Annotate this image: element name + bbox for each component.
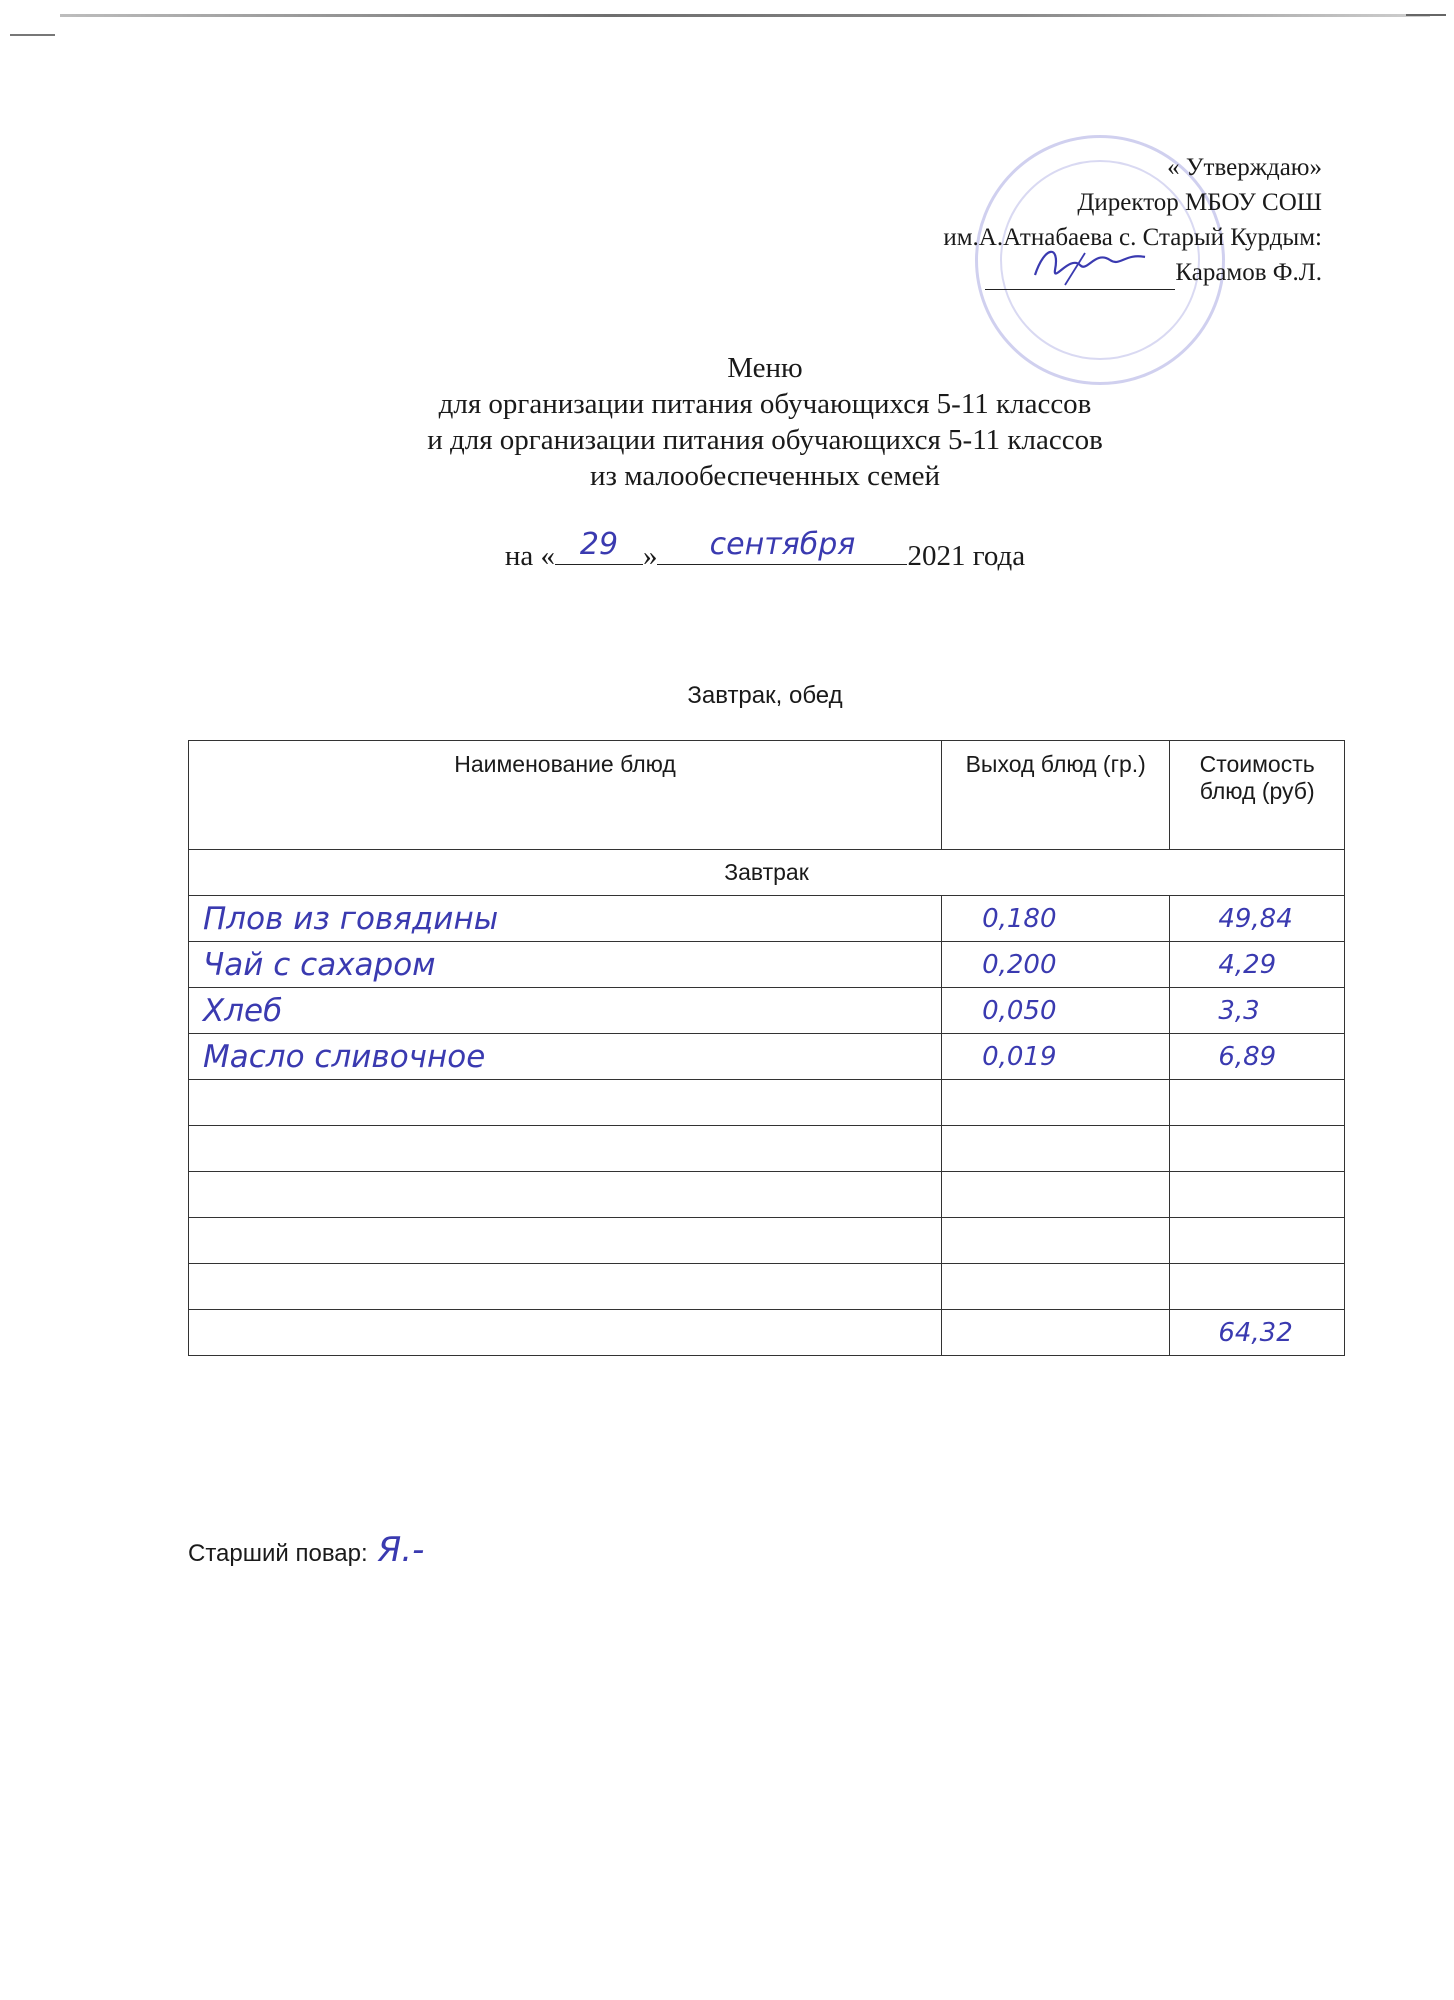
date-prefix: на «: [504, 540, 555, 572]
scan-mark: [1406, 14, 1446, 16]
approval-block: [943, 150, 1322, 290]
title-line: из малообеспеченных семей: [589, 460, 941, 492]
empty-cell: [942, 1218, 1170, 1264]
empty-cell: [1170, 1218, 1345, 1264]
title-line: Меню: [727, 352, 803, 384]
date-line: [0, 527, 1454, 573]
scan-edge-line: [60, 14, 1430, 17]
table-row: [189, 1264, 1345, 1310]
date-suffix: 2021 года: [907, 540, 1026, 572]
month-field: [657, 527, 907, 565]
title-line: для организации питания обучающихся 5-11 классов: [438, 388, 1092, 420]
empty-cell: [1170, 1080, 1345, 1126]
dish-name: Чай с сахаром: [203, 946, 436, 983]
table-row: [189, 896, 1345, 942]
day-handwritten: 29: [579, 527, 619, 562]
section-breakfast: Завтрак: [189, 850, 1345, 896]
table-row: [189, 1034, 1345, 1080]
table-row: [189, 1218, 1345, 1264]
empty-cell: [1170, 1172, 1345, 1218]
menu-table: [188, 740, 1345, 1356]
empty-cell: [1170, 1126, 1345, 1172]
total-cost: 64,32: [1218, 1317, 1293, 1348]
meal-title: Завтрак, обед: [687, 682, 843, 709]
table-row: [189, 1126, 1345, 1172]
empty-cell: [189, 1126, 942, 1172]
dish-name: Масло сливочное: [203, 1038, 486, 1075]
table-row: [189, 1172, 1345, 1218]
dish-yield: 0,180: [982, 903, 1057, 934]
empty-cell: [942, 1080, 1170, 1126]
scan-mark: [10, 34, 55, 36]
dish-yield: 0,019: [982, 1041, 1057, 1072]
cook-signature-line: [188, 1530, 424, 1570]
signature-line: [985, 263, 1175, 290]
empty-cell: [189, 1080, 942, 1126]
approval-line: Директор МБОУ СОШ: [1077, 189, 1322, 216]
total-row: [189, 1310, 1345, 1356]
dish-cost: 4,29: [1218, 949, 1277, 980]
header-cost: Стоимость блюд (руб): [1170, 741, 1345, 850]
month-handwritten: сентября: [709, 527, 856, 562]
header-yield: Выход блюд (гр.): [942, 741, 1170, 850]
table-row: [189, 942, 1345, 988]
dish-name: Хлеб: [203, 992, 283, 1029]
cook-signature: Я.-: [377, 1530, 425, 1570]
document-title: [0, 350, 1454, 494]
table-row: [189, 988, 1345, 1034]
empty-cell: [942, 1126, 1170, 1172]
dish-yield: 0,050: [982, 995, 1057, 1026]
dish-yield: 0,200: [982, 949, 1057, 980]
approval-line: им.А.Атнабаева с. Старый Курдым:: [943, 224, 1322, 251]
day-field: [555, 527, 643, 565]
cook-label: Старший повар:: [188, 1540, 368, 1567]
approval-line: « Утверждаю»: [1167, 154, 1322, 181]
date-mid: »: [642, 540, 658, 572]
title-line: и для организации питания обучающихся 5-11 классов: [427, 424, 1103, 456]
dish-cost: 49,84: [1218, 903, 1293, 934]
director-name: Карамов Ф.Л.: [1175, 259, 1322, 286]
empty-cell: [1170, 1264, 1345, 1310]
table-row: [189, 1080, 1345, 1126]
dish-cost: 3,3: [1218, 995, 1260, 1026]
empty-cell: [942, 1264, 1170, 1310]
dish-cost: 6,89: [1218, 1041, 1277, 1072]
empty-cell: [942, 1310, 1170, 1356]
empty-cell: [189, 1172, 942, 1218]
dish-name: Плов из говядины: [203, 900, 499, 937]
empty-cell: [189, 1264, 942, 1310]
empty-cell: [189, 1310, 942, 1356]
empty-cell: [942, 1172, 1170, 1218]
empty-cell: [189, 1218, 942, 1264]
header-dish: Наименование блюд: [189, 741, 942, 850]
